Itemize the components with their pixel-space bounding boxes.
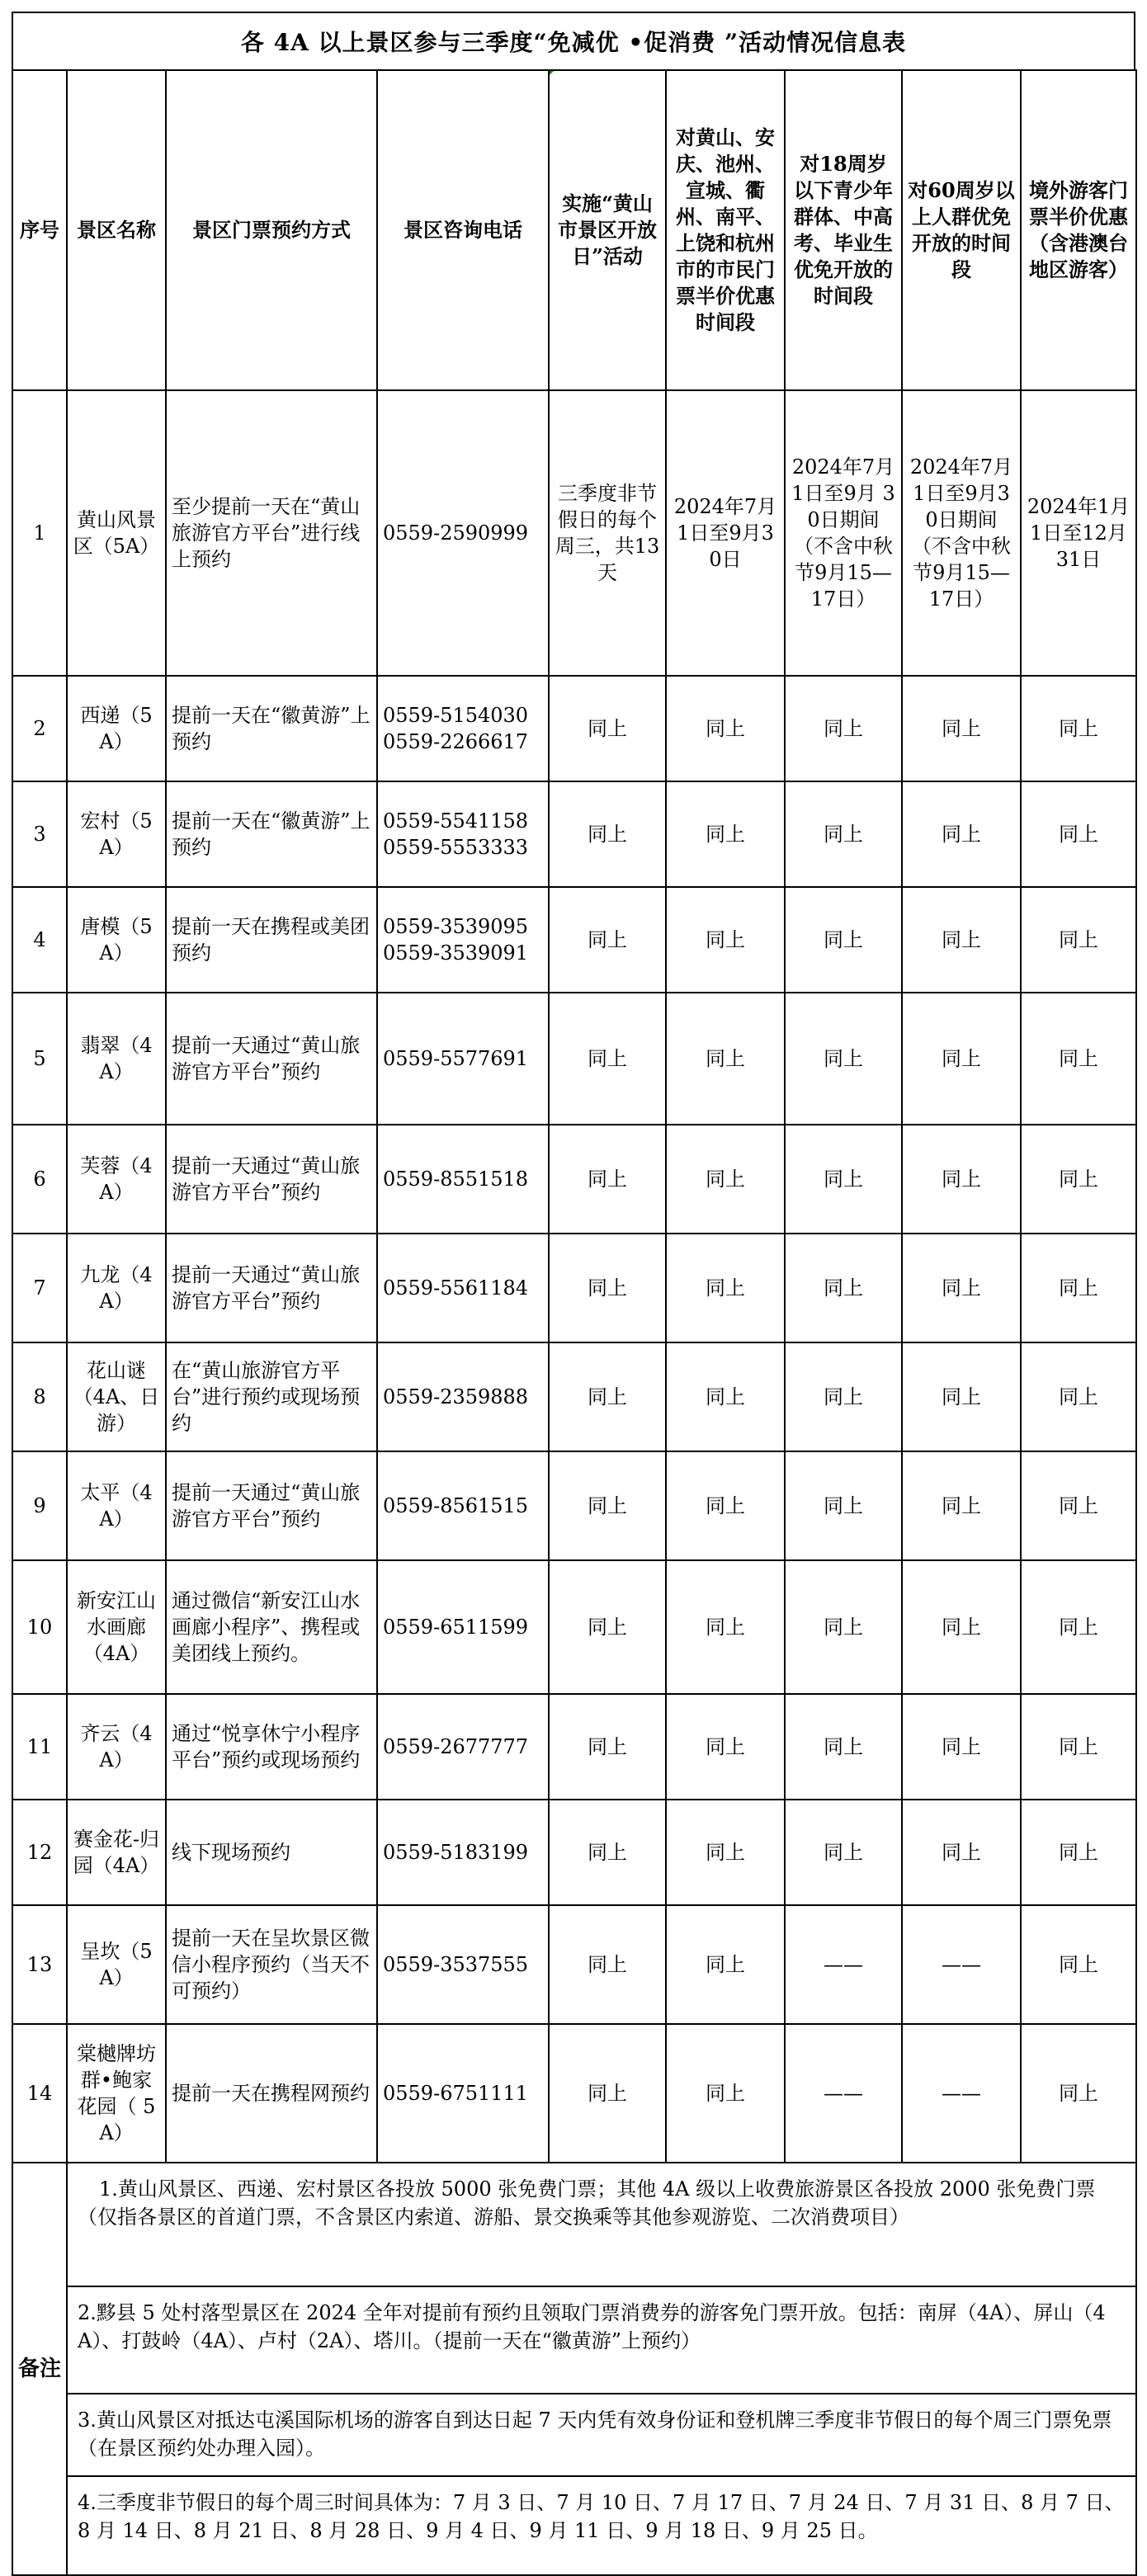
senior-period-cell: 同上 bbox=[902, 887, 1021, 993]
phone-cell bbox=[377, 1800, 549, 1905]
phone-number: 0559-5183199 bbox=[383, 1841, 529, 1864]
foreign-discount-cell: 同上 bbox=[1021, 993, 1136, 1125]
phone-cell bbox=[377, 887, 549, 993]
phone-cell bbox=[377, 390, 549, 676]
youth-period-cell: 同上 bbox=[785, 1342, 902, 1451]
senior-period-cell: 同上 bbox=[902, 1694, 1021, 1800]
phone-number: 0559-3539091 bbox=[383, 941, 529, 965]
open-day-period-cell: 同上 bbox=[549, 887, 666, 993]
half-price-period-cell: 同上 bbox=[666, 1342, 785, 1451]
booking-method-cell: 提前一天通过“黄山旅游官方平台”预约 bbox=[166, 1125, 377, 1234]
phone-number: 0559-3539095 bbox=[383, 915, 529, 938]
note-item: 1.黄山风景区、西递、宏村景区各投放 5000 张免费门票；其他 4A 级以上收费旅游景区各投放 2000 张免费门票（仅指各景区的首道门票，不含景区内索道、游船、景交换乘等其他参观游览、二次消费项目） bbox=[68, 2163, 1135, 2287]
foreign-discount-cell: 同上 bbox=[1021, 887, 1136, 993]
row-number-cell: 8 bbox=[12, 1342, 67, 1451]
foreign-discount-cell: 同上 bbox=[1021, 1342, 1136, 1451]
row-number-cell: 1 bbox=[12, 390, 67, 676]
phone-number: 0559-6751111 bbox=[383, 2082, 529, 2105]
phone-cell bbox=[377, 1451, 549, 1560]
header-booking: 景区门票预约方式 bbox=[166, 70, 377, 390]
table-row bbox=[12, 1560, 1136, 1694]
open-day-period-cell: 同上 bbox=[549, 1694, 666, 1800]
half-price-period-cell: 同上 bbox=[666, 1234, 785, 1342]
phone-number: 0559-2359888 bbox=[383, 1385, 529, 1408]
half-price-period-cell: 同上 bbox=[666, 1560, 785, 1694]
scenic-name-cell: 唐模（5A） bbox=[67, 887, 166, 993]
booking-method-cell: 提前一天通过“黄山旅游官方平台”预约 bbox=[166, 993, 377, 1125]
open-day-period-cell: 三季度非节假日的每个周三，共13天 bbox=[549, 390, 666, 676]
table-row bbox=[12, 887, 1136, 993]
youth-period-cell: 同上 bbox=[785, 993, 902, 1125]
phone-cell bbox=[377, 1125, 549, 1234]
scenic-name-cell: 西递（5A） bbox=[67, 676, 166, 781]
phone-number: 0559-3537555 bbox=[383, 1953, 529, 1976]
phone-cell bbox=[377, 993, 549, 1125]
half-price-period-cell: 同上 bbox=[666, 2024, 785, 2163]
scenic-name-cell: 新安江山水画廊（4A） bbox=[67, 1560, 166, 1694]
info-table bbox=[12, 69, 1137, 2576]
header-senior: 对60周岁以上人群优免开放的时间段 bbox=[902, 70, 1021, 390]
table-row bbox=[12, 1694, 1136, 1800]
senior-period-cell: 同上 bbox=[902, 1234, 1021, 1342]
open-day-period-cell: 同上 bbox=[549, 1125, 666, 1234]
booking-method-cell: 提前一天在携程网预约 bbox=[166, 2024, 377, 2163]
header-no: 序号 bbox=[12, 70, 67, 390]
table-row bbox=[12, 1234, 1136, 1342]
booking-method-cell: 至少提前一天在“黄山旅游官方平台”进行线上预约 bbox=[166, 390, 377, 676]
open-day-period-cell: 同上 bbox=[549, 781, 666, 887]
foreign-discount-cell: 同上 bbox=[1021, 2024, 1136, 2163]
table-row bbox=[12, 390, 1136, 676]
youth-period-cell: —— bbox=[785, 2024, 902, 2163]
scenic-name-cell: 齐云（4A） bbox=[67, 1694, 166, 1800]
booking-method-cell: 提前一天在“徽黄游”上预约 bbox=[166, 676, 377, 781]
booking-method-cell: 提前一天通过“黄山旅游官方平台”预约 bbox=[166, 1451, 377, 1560]
foreign-discount-cell: 2024年1月1日至12月31日 bbox=[1021, 390, 1136, 676]
table-row bbox=[12, 1905, 1136, 2024]
phone-number: 0559-5541158 bbox=[383, 809, 529, 833]
header-row bbox=[12, 70, 1136, 390]
scenic-name-cell: 翡翠（4A） bbox=[67, 993, 166, 1125]
half-price-period-cell: 同上 bbox=[666, 676, 785, 781]
half-price-period-cell: 同上 bbox=[666, 1694, 785, 1800]
youth-period-cell: 同上 bbox=[785, 1800, 902, 1905]
senior-period-cell: —— bbox=[902, 1905, 1021, 2024]
booking-method-cell: 通过“悦享休宁小程序平台”预约或现场预约 bbox=[166, 1694, 377, 1800]
booking-method-cell: 在“黄山旅游官方平台”进行预约或现场预约 bbox=[166, 1342, 377, 1451]
open-day-period-cell: 同上 bbox=[549, 993, 666, 1125]
senior-period-cell: 同上 bbox=[902, 676, 1021, 781]
scenic-name-cell: 太平（4A） bbox=[67, 1451, 166, 1560]
scenic-name-cell: 呈坎（5A） bbox=[67, 1905, 166, 2024]
table-row bbox=[12, 1451, 1136, 1560]
senior-period-cell: 同上 bbox=[902, 993, 1021, 1125]
half-price-period-cell: 同上 bbox=[666, 887, 785, 993]
booking-method-cell: 提前一天通过“黄山旅游官方平台”预约 bbox=[166, 1234, 377, 1342]
scenic-name-cell: 棠樾牌坊群•鲍家花园（ 5A） bbox=[67, 2024, 166, 2163]
row-number-cell: 7 bbox=[12, 1234, 67, 1342]
notes-row bbox=[12, 2163, 1136, 2575]
senior-period-cell: 同上 bbox=[902, 1125, 1021, 1234]
header-foreign: 境外游客门票半价优惠（含港澳台地区游客） bbox=[1021, 70, 1136, 390]
booking-method-cell: 提前一天在呈坎景区微信小程序预约（当天不可预约） bbox=[166, 1905, 377, 2024]
half-price-period-cell: 同上 bbox=[666, 1905, 785, 2024]
open-day-period-cell: 同上 bbox=[549, 676, 666, 781]
booking-method-cell: 通过微信“新安江山水画廊小程序”、携程或美团线上预约。 bbox=[166, 1560, 377, 1694]
half-price-period-cell: 同上 bbox=[666, 993, 785, 1125]
youth-period-cell: 同上 bbox=[785, 887, 902, 993]
half-price-period-cell: 同上 bbox=[666, 1800, 785, 1905]
scenic-name-cell: 黄山风景区（5A） bbox=[67, 390, 166, 676]
notes-label: 备注 bbox=[12, 2163, 67, 2575]
phone-number: 0559-5553333 bbox=[383, 836, 529, 859]
scenic-name-cell: 花山谜（4A、日游） bbox=[67, 1342, 166, 1451]
row-number-cell: 6 bbox=[12, 1125, 67, 1234]
half-price-period-cell: 2024年7月1日至9月30日 bbox=[666, 390, 785, 676]
youth-period-cell: 同上 bbox=[785, 1560, 902, 1694]
open-day-period-cell: 同上 bbox=[549, 1451, 666, 1560]
open-day-period-cell: 同上 bbox=[549, 1800, 666, 1905]
senior-period-cell: 2024年7月1日至9月30日期间（不含中秋节9月15—17日） bbox=[902, 390, 1021, 676]
table-row bbox=[12, 1342, 1136, 1451]
half-price-period-cell: 同上 bbox=[666, 781, 785, 887]
phone-number: 0559-8561515 bbox=[383, 1494, 529, 1517]
row-number-cell: 10 bbox=[12, 1560, 67, 1694]
youth-period-cell: —— bbox=[785, 1905, 902, 2024]
youth-period-cell: 2024年7月1日至9月 30日期间（不含中秋节9月15—17日） bbox=[785, 390, 902, 676]
phone-cell bbox=[377, 2024, 549, 2163]
phone-number: 0559-5154030 bbox=[383, 704, 529, 727]
note-item: 4.三季度非节假日的每个周三时间具体为：7 月 3 日、7 月 10 日、7 月 17 日、7 月 24 日、7 月 31 日、8 月 7 日、8 月 14 日、8 月 21 日、8 月 28 日、9 月 4 日、9 月 11 日、9 月 18 日、9 月 25 日。 bbox=[78, 2491, 1125, 2542]
youth-period-cell: 同上 bbox=[785, 1451, 902, 1560]
row-number-cell: 3 bbox=[12, 781, 67, 887]
senior-period-cell: 同上 bbox=[902, 1800, 1021, 1905]
booking-method-cell: 线下现场预约 bbox=[166, 1800, 377, 1905]
phone-number: 0559-5561184 bbox=[383, 1276, 529, 1300]
senior-period-cell: 同上 bbox=[902, 1451, 1021, 1560]
table-row bbox=[12, 993, 1136, 1125]
phone-number: 0559-8551518 bbox=[383, 1168, 529, 1191]
booking-method-cell: 提前一天在携程或美团预约 bbox=[166, 887, 377, 993]
open-day-period-cell: 同上 bbox=[549, 2024, 666, 2163]
phone-cell bbox=[377, 676, 549, 781]
header-phone: 景区咨询电话 bbox=[377, 70, 549, 390]
foreign-discount-cell: 同上 bbox=[1021, 1694, 1136, 1800]
header-half-price: 对黄山、安庆、池州、宣城、衢州、南平、上饶和杭州市的市民门票半价优惠时间段 bbox=[666, 70, 785, 390]
row-number-cell: 11 bbox=[12, 1694, 67, 1800]
note-item: 2.黟县 5 处村落型景区在 2024 全年对提前有预约且领取门票消费券的游客免门票开放。包括：南屏（4A）、屏山（4A）、打鼓岭（4A）、卢村（2A）、塔川。（提前一天在“徽黄游”上预约） bbox=[68, 2287, 1135, 2394]
foreign-discount-cell: 同上 bbox=[1021, 1125, 1136, 1234]
phone-cell bbox=[377, 1694, 549, 1800]
scenic-name-cell: 九龙（4A） bbox=[67, 1234, 166, 1342]
foreign-discount-cell: 同上 bbox=[1021, 1234, 1136, 1342]
row-number-cell: 9 bbox=[12, 1451, 67, 1560]
phone-number: 0559-5577691 bbox=[383, 1047, 529, 1070]
foreign-discount-cell: 同上 bbox=[1021, 1451, 1136, 1560]
senior-period-cell: 同上 bbox=[902, 1560, 1021, 1694]
open-day-period-cell: 同上 bbox=[549, 1234, 666, 1342]
foreign-discount-cell: 同上 bbox=[1021, 1905, 1136, 2024]
youth-period-cell: 同上 bbox=[785, 1234, 902, 1342]
senior-period-cell: —— bbox=[902, 2024, 1021, 2163]
phone-cell bbox=[377, 1560, 549, 1694]
youth-period-cell: 同上 bbox=[785, 1694, 902, 1800]
phone-number: 0559-2266617 bbox=[383, 730, 529, 753]
senior-period-cell: 同上 bbox=[902, 781, 1021, 887]
booking-method-cell: 提前一天在“徽黄游”上预约 bbox=[166, 781, 377, 887]
open-day-period-cell: 同上 bbox=[549, 1560, 666, 1694]
table-row bbox=[12, 2024, 1136, 2163]
row-number-cell: 14 bbox=[12, 2024, 67, 2163]
phone-cell bbox=[377, 781, 549, 887]
note-item: 3.黄山风景区对抵达屯溪国际机场的游客自到达日起 7 天内凭有效身份证和登机牌三季度非节假日的每个周三门票免票（在景区预约处办理入园）。 bbox=[68, 2394, 1135, 2477]
table-row bbox=[12, 676, 1136, 781]
phone-cell bbox=[377, 1342, 549, 1451]
notes-cell bbox=[67, 2163, 1136, 2575]
foreign-discount-cell: 同上 bbox=[1021, 1560, 1136, 1694]
senior-period-cell: 同上 bbox=[902, 1342, 1021, 1451]
row-number-cell: 13 bbox=[12, 1905, 67, 2024]
phone-cell bbox=[377, 1234, 549, 1342]
row-number-cell: 5 bbox=[12, 993, 67, 1125]
half-price-period-cell: 同上 bbox=[666, 1125, 785, 1234]
youth-period-cell: 同上 bbox=[785, 1125, 902, 1234]
row-number-cell: 4 bbox=[12, 887, 67, 993]
phone-cell bbox=[377, 1905, 549, 2024]
open-day-period-cell: 同上 bbox=[549, 1342, 666, 1451]
youth-period-cell: 同上 bbox=[785, 781, 902, 887]
foreign-discount-cell: 同上 bbox=[1021, 781, 1136, 887]
page-title: 各 4A 以上景区参与三季度“免减优 •促消费 ”活动情况信息表 bbox=[12, 12, 1135, 69]
header-youth: 对18周岁以下青少年群体、中高考、毕业生优免开放的时间段 bbox=[785, 70, 902, 390]
row-number-cell: 12 bbox=[12, 1800, 67, 1905]
scenic-name-cell: 芙蓉（4A） bbox=[67, 1125, 166, 1234]
header-name: 景区名称 bbox=[67, 70, 166, 390]
youth-period-cell: 同上 bbox=[785, 676, 902, 781]
row-number-cell: 2 bbox=[12, 676, 67, 781]
scenic-name-cell: 宏村（5A） bbox=[67, 781, 166, 887]
header-open-day: 实施“黄山市景区开放日”活动 bbox=[549, 70, 666, 390]
open-day-period-cell: 同上 bbox=[549, 1905, 666, 2024]
phone-number: 0559-6511599 bbox=[383, 1616, 529, 1639]
phone-number: 0559-2590999 bbox=[383, 521, 529, 545]
foreign-discount-cell: 同上 bbox=[1021, 1800, 1136, 1905]
table-row bbox=[12, 1800, 1136, 1905]
phone-number: 0559-2677777 bbox=[383, 1735, 529, 1758]
scenic-name-cell: 赛金花-归园（4A） bbox=[67, 1800, 166, 1905]
table-row bbox=[12, 781, 1136, 887]
foreign-discount-cell: 同上 bbox=[1021, 676, 1136, 781]
half-price-period-cell: 同上 bbox=[666, 1451, 785, 1560]
table-row bbox=[12, 1125, 1136, 1234]
